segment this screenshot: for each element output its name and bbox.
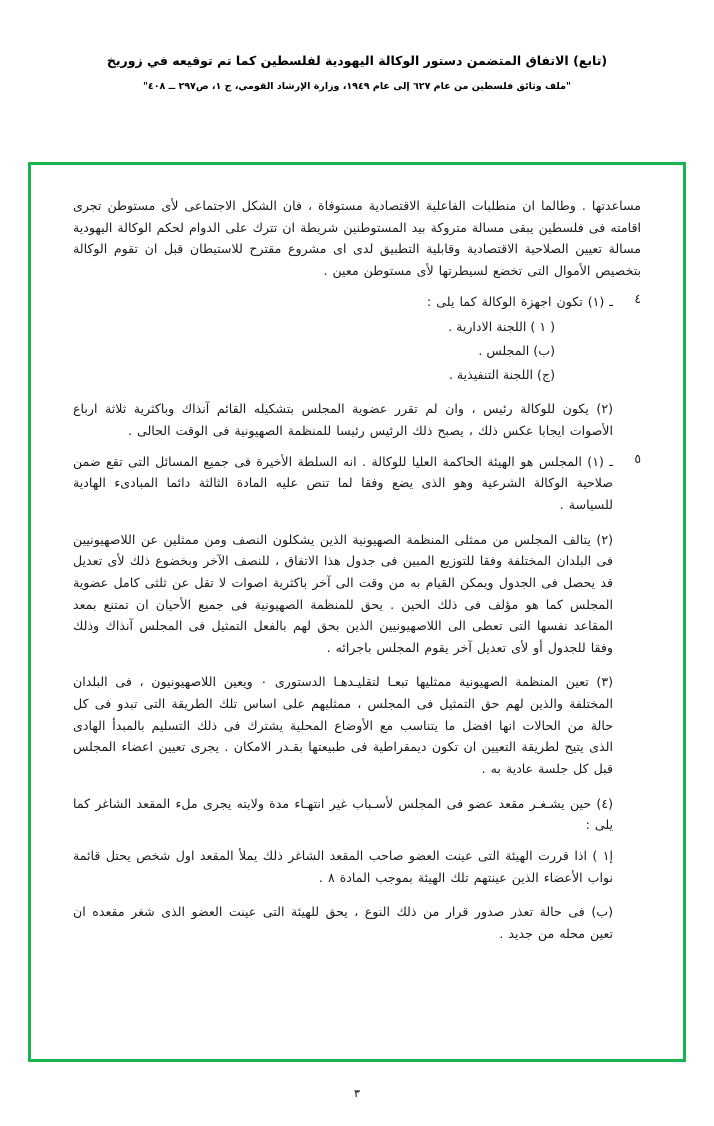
content-frame [28,162,686,1062]
document-header [0,52,714,94]
list-item: (ج) اللجنة التنفيذية . [448,366,555,382]
section-4-clause-2: (٢) يكون للوكالة رئيس ، وان لم تقرر عضوية المجلس بتشكيله القائم آنذاك وباكثرية ثلاثة ارباع الأصوات ايجابا عكس ذلك ، يصبح ذلك الرئيس رئيسا للمنظمة الصهيونية فى الوقت الحالى . [73,401,613,438]
content-area [31,165,683,1059]
opening-paragraph: مساعدتها . وطالما ان منطلبات الفاعلية الاقتصادية مستوفاة ، فان الشكل الاجتماعى لأى مستوطن تجرى اقامته فى فلسطين يبقى مسالة متروكة بيد المستوطنين شريطة ان تترك على الدوام لحكم الوكالة اليهودية مسالة تعيين الصلاحية الاقتصادية وقابلية التطبيق لدى اى مشروع مقترح للاستيطان قبل ان تقوم الوكالة بتخصيص الأموال التى تخضع لسيطرتها لأى مستوطن معين . [73,198,641,278]
page-title: (تابع) الاتفاق المتضمن دستور الوكالة اليهودية لفلسطين كما تم توقيعه في زوريخ [106,53,608,68]
section-5 [73,451,641,945]
section-4-body [73,291,641,442]
section-5-clause-1: ـ (١) المجلس هو الهيئة الحاكمة العليا للوكالة . انه السلطة الأخيرة فى جميع المسائل التى تقع ضمن صلاحية الوكالة الشرعية وهو الذى يضع وفقا لما تنص عليه المادة الثالثة دائما المبادىء الهادية للسياسة . [73,453,614,512]
section-5-body [73,451,641,945]
list-item: ( ١ ) اللجنة الادارية . [448,319,555,335]
section-5-clause-4-b: (ب) فى حالة تعذر صدور قرار من ذلك النوع ، يحق للهيئة التى عينت العضو الذى شغر مقعده ان تعين محله من جديد . [73,904,613,942]
section-5-clause-4-intro: (٤) حين يشـغـر مقعد عضو فى المجلس لأسـباب غير انتهـاء مدة ولايته يجرى ملء المقعد الشاغر كما يلى : [73,795,613,833]
section-4-number: ٤ [634,290,641,306]
section-4-intro: ـ (١) تكون اجهزة الوكالة كما يلى : [427,293,613,309]
section-5-clause-3: (٣) تعين المنظمة الصهيونية ممثليها تبعـا لتقليـدهـا الدستورى ٠ ويعين اللاصهيونيون ، فى البلدان المختلفة والذين لهم حق التمثيل فى المجلس ، ممثليهم على اساس تلك الطريقة التى تبدو فى كل حالة من الحالات انها افضل ما يتناسب مع الأوضاع المحلية يشترك فى ذلك التسليم بالمبدأ الهادى الذى يتيح لطريقة التعيين ان تكون ديمقراطية فى طبيعتها بقـدر الامكان . يجرى تعيين اعضاء المجلس قبل كل جلسة عادية به . [73,674,613,777]
document-page [0,52,714,1126]
page-number: ٣ [354,1087,360,1100]
section-5-number: ٥ [634,450,641,466]
list-item: (ب) المجلس . [478,342,555,358]
source-citation: "ملف وثائق فلسطين من عام ٦٢٧ إلى عام ١٩٤٩، وزارة الإرشاد القومي، ج ١، ص٢٩٧ ــ ٤٠٨" [142,80,572,92]
section-5-clause-4-a: إ١ ) اذا قررت الهيئة التى عينت العضو صاحب المقعد الشاغر ذلك يملأ المقعد اول شخص يحتل قائمة نواب الأعضاء الذين عينتهم تلك الهيئة بموجب المادة ٨ . [73,848,613,885]
section-4 [73,291,641,442]
section-5-clause-2: (٢) يتالف المجلس من ممثلى المنظمة الصهيونية الذين يشكلون النصف ومن ممثلين عن اللاصهيونيين فى البلدان المختلفة وفقا للتوزيع المبين فى جدول هذا الاتفاق ، للنصف الآخر وبخضوع ذلك لأى تعديل قد يحصل فى الجدول ويمكن القيام به من وقت الى آخر باكثرية اصوات لا تقل عن ثلثى كامل عضوية المجلس كما هو مؤلف فى ذلك الحين . يحق للمنظمة الصهيونية فى جميع الأحيان ان تمتنع بمعد المقاعد نفسها التى تعطى الى اللاصهيونيين الذين بحق لهم بالفعل التمثيل فى المجلس آنذاك وذلك وفقا للجدول أو لأى تعديل آخر يقوم المجلس باجرائه . [73,531,613,655]
